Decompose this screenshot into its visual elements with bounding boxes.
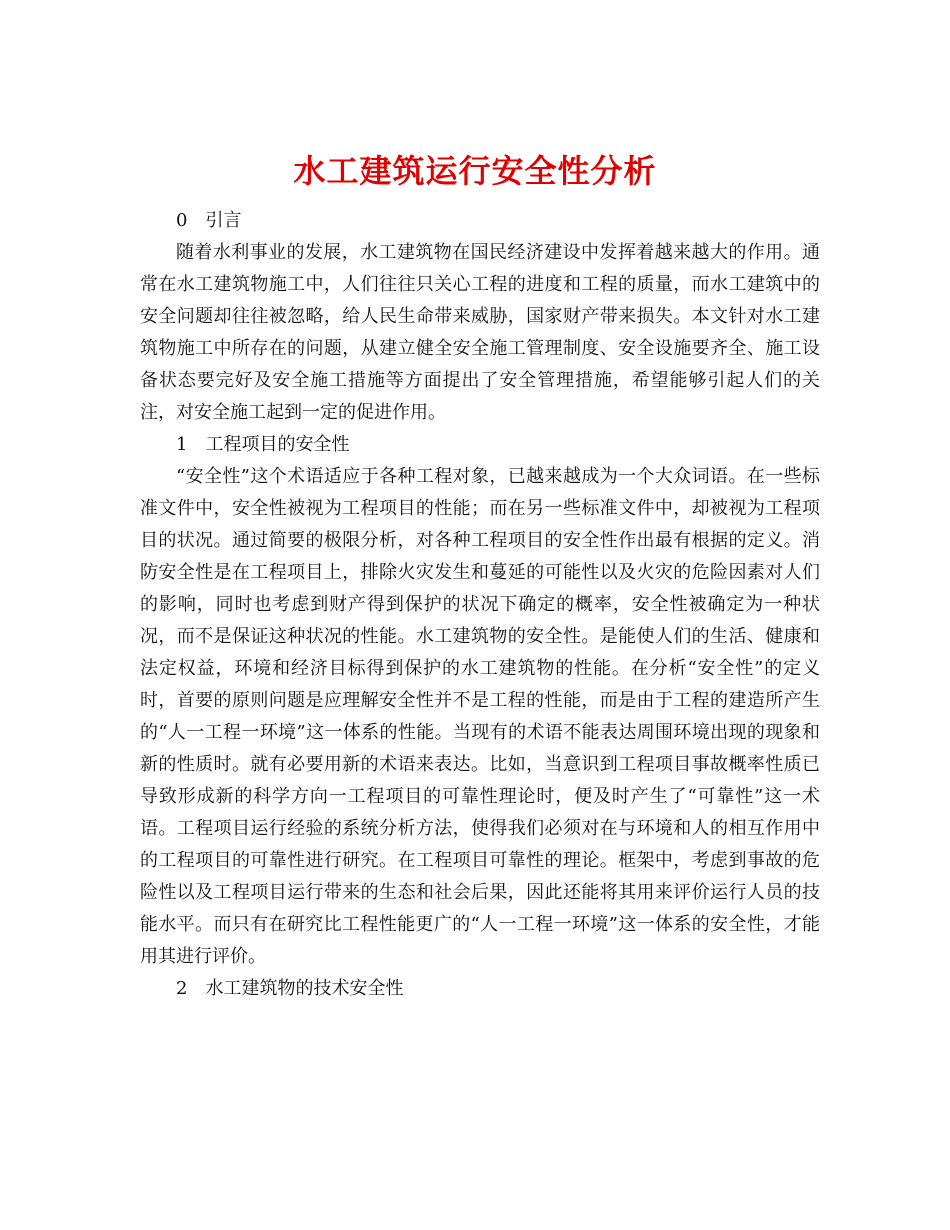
section-paragraph-intro: 随着水利事业的发展，水工建筑物在国民经济建设中发挥着越来越大的作用。通常在水工建筑物施工中，人们往往只关心工程的进度和工程的质量，而水工建筑中的安全问题却往往被忽略，给人民生命带来威胁，国家财产带来损失。本文针对水工建筑物施工中所存在的问题，从建立健全安全施工管理制度、安全设施要齐全、施工设备状态要完好及安全施工措施等方面提出了安全管理措施，希望能够引起人们的关注，对安全施工起到一定的促进作用。 [140,242,820,423]
document-title: 水工建筑运行安全性分析 [293,152,657,191]
section-heading-technical-safety: 2 水工建筑物的技术安全性 [176,978,404,999]
document-body [140,205,820,1005]
section-heading-intro: 0 引言 [176,210,242,231]
section-paragraph-safety: “安全性”这个术语适应于各种工程对象，已越来越成为一个大众词语。在一些标准文件中，安全性被视为工程项目的性能；而在另一些标准文件中，却被视为工程项目的状况。通过简要的极限分析，对各种工程项目的安全性作出最有根据的定义。消防安全性是在工程项目上，排除火灾发生和蔓延的可能性以及火灾的危险因素对人们的影响，同时也考虑到财产得到保护的状况下确定的概率，安全性被确定为一种状况，而不是保证这种状况的性能。水工建筑物的安全性。是能使人们的生活、健康和法定权益，环境和经济目标得到保护的水工建筑物的性能。在分析“安全性”的定义时，首要的原则问题是应理解安全性并不是工程的性能，而是由于工程的建造所产生的“人一工程一环境”这一体系的性能。当现有的术语不能表达周围环境出现的现象和新的性质时。就有必要用新的术语来表达。比如，当意识到工程项目事故概率性质已导致形成新的科学方向一工程项目的可靠性理论时，便及时产生了“可靠性”这一术语。工程项目运行经验的系统分析方法，使得我们必须对在与环境和人的相互作用中的工程项目的可靠性进行研究。在工程项目可靠性的理论。框架中，考虑到事故的危险性以及工程项目运行带来的生态和社会后果，因此还能将其用来评价运行人员的技能水平。而只有在研究比工程性能更广的“人一工程一环境”这一体系的安全性，才能用其进行评价。 [140,466,820,967]
section-heading-safety: 1 工程项目的安全性 [176,434,350,455]
